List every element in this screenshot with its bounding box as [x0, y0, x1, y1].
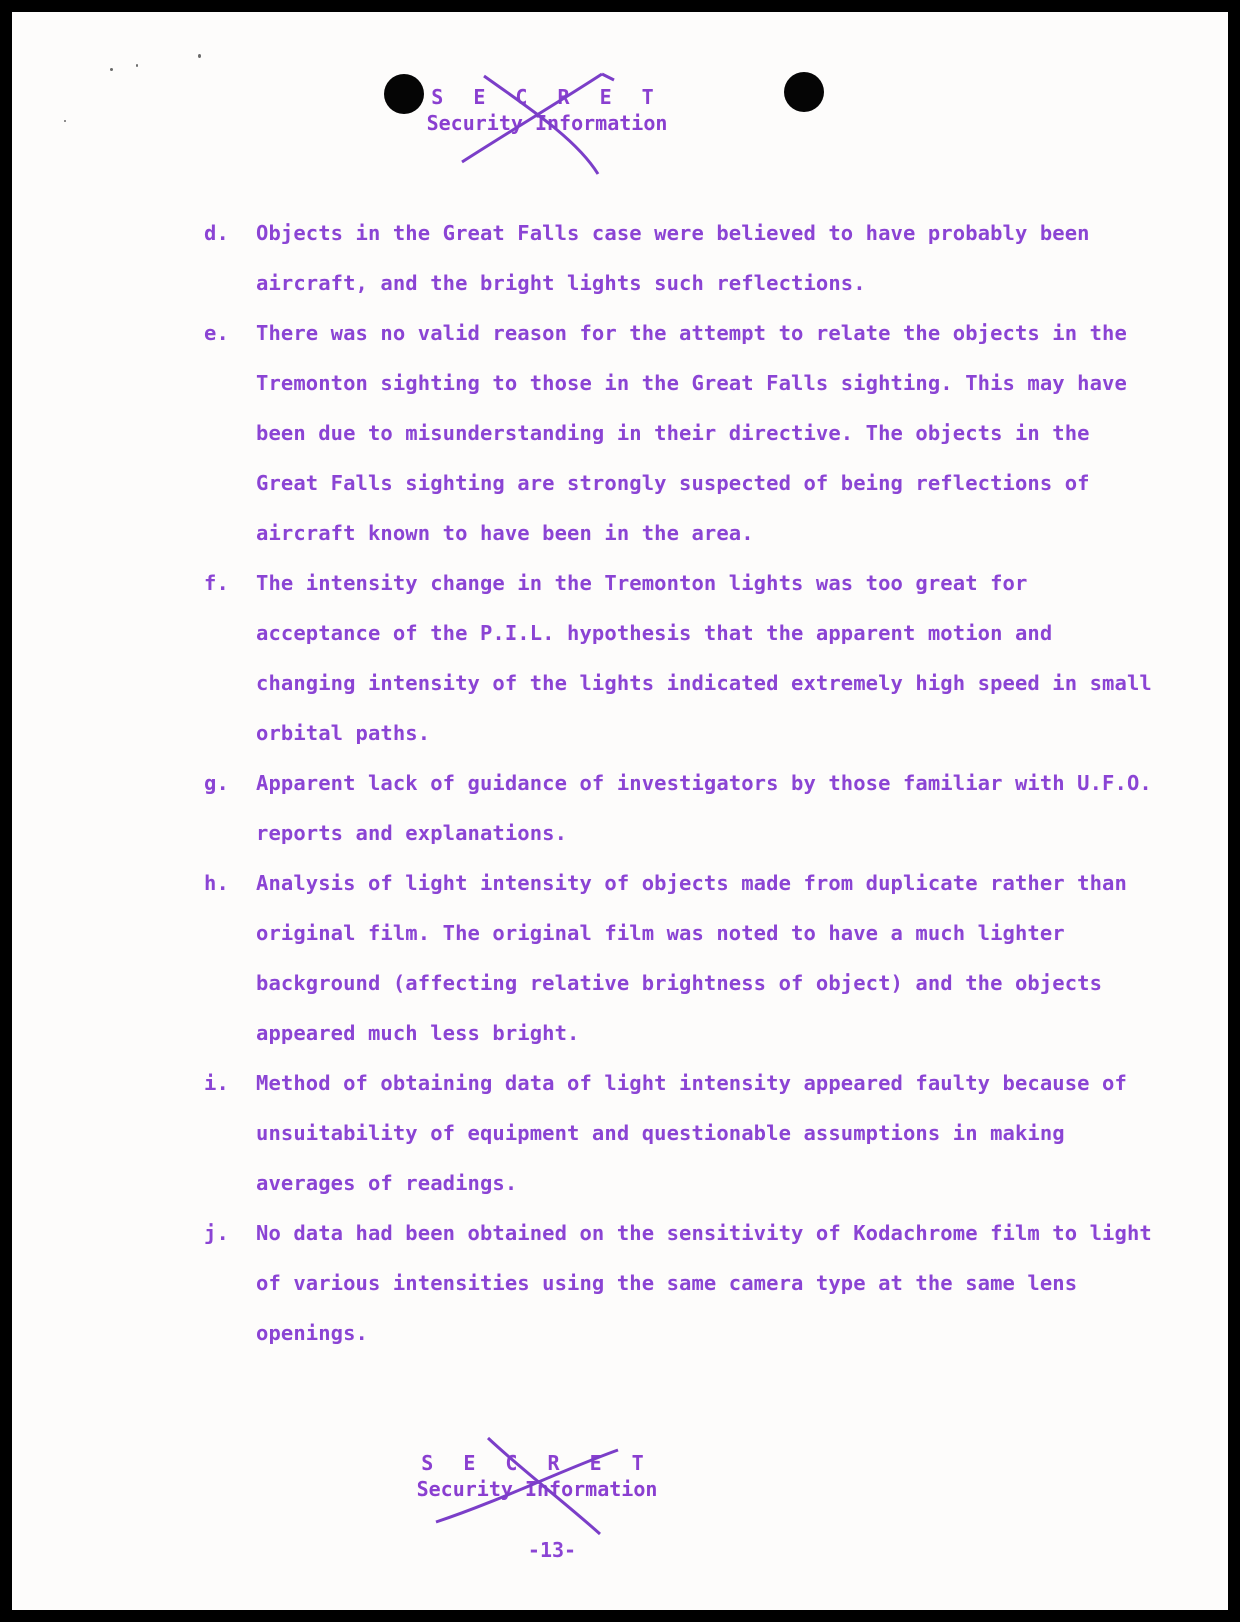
footer-secret-label: S E C R E T — [421, 1451, 653, 1475]
speck — [64, 120, 66, 122]
header-classification — [402, 84, 692, 136]
finding-letter: g. — [204, 771, 229, 795]
finding-j — [204, 1208, 1164, 1358]
footer-classification — [392, 1450, 682, 1502]
speck — [110, 68, 113, 71]
findings-list — [204, 208, 1164, 1358]
finding-g — [204, 758, 1164, 858]
finding-i — [204, 1058, 1164, 1208]
footer-security-information: Security Information — [416, 1477, 658, 1501]
finding-letter: e. — [204, 321, 229, 345]
finding-text: No data had been obtained on the sensitivity of Kodachrome film to light of various intensities using the same camera type at the same lens openings. — [256, 1221, 1152, 1345]
speck — [136, 64, 138, 67]
finding-text: Analysis of light intensity of objects made from duplicate rather than original film. The original film was noted to have a much lighter background (affecting relative brightness of object) and the objects appeared much less bright. — [256, 871, 1127, 1045]
page-number: -13- — [527, 1538, 577, 1562]
finding-text: Objects in the Great Falls case were believed to have probably been aircraft, and the bright lights such reflections. — [256, 221, 1090, 295]
finding-d — [204, 208, 1164, 308]
finding-text: There was no valid reason for the attempt to relate the objects in the Tremonton sighting to those in the Great Falls sighting. This may have been due to misunderstanding in their directive. The objects in the Great Falls sighting are strongly suspected of being reflections of aircraft known to have been in the area. — [256, 321, 1127, 545]
finding-h — [204, 858, 1164, 1058]
header-secret-label: S E C R E T — [431, 85, 663, 109]
finding-f — [204, 558, 1164, 758]
finding-letter: f. — [204, 571, 229, 595]
finding-e — [204, 308, 1164, 558]
document-page — [12, 12, 1228, 1610]
finding-text: The intensity change in the Tremonton lights was too great for acceptance of the P.I.L. hypothesis that the apparent motion and changing intensity of the lights indicated extremely high speed in small orbital paths. — [256, 571, 1152, 745]
header-security-information: Security Information — [426, 111, 668, 135]
finding-letter: d. — [204, 221, 229, 245]
finding-letter: i. — [204, 1071, 229, 1095]
punch-hole-right — [784, 72, 824, 112]
speck — [198, 54, 201, 58]
finding-text: Apparent lack of guidance of investigators by those familiar with U.F.O. reports and explanations. — [256, 771, 1152, 845]
finding-letter: j. — [204, 1221, 229, 1245]
finding-text: Method of obtaining data of light intensity appeared faulty because of unsuitability of equipment and questionable assumptions in making averages of readings. — [256, 1071, 1127, 1195]
finding-letter: h. — [204, 871, 229, 895]
